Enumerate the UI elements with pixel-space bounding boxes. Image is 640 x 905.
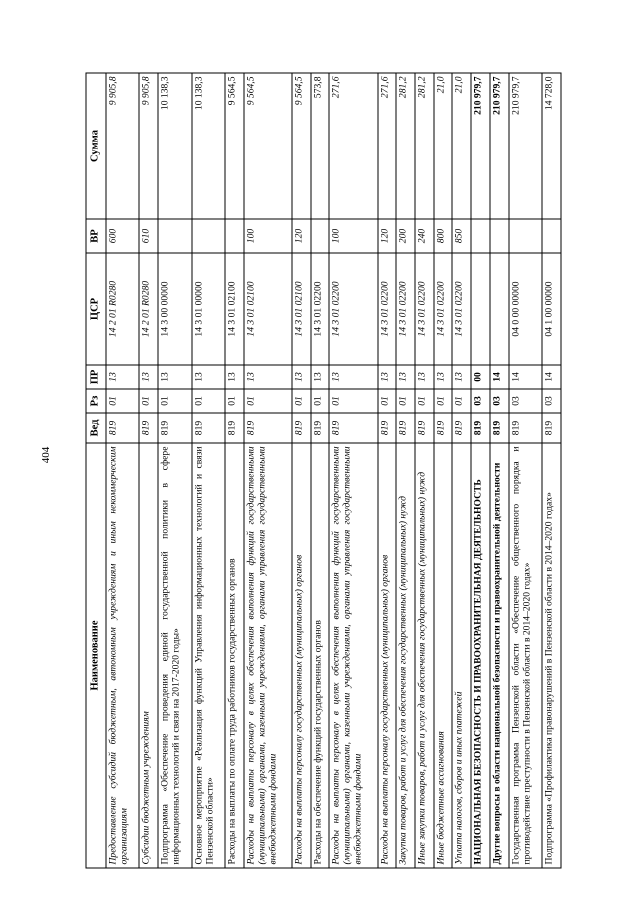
cell-pr: 13 — [377, 365, 396, 389]
page-number: 404 — [40, 446, 52, 464]
table-row — [310, 73, 329, 868]
cell-csr: 14 3 01 02200 — [396, 253, 415, 365]
cell-rz: 03 — [471, 389, 490, 413]
cell-sum: 281,2 — [415, 73, 434, 219]
cell-ved: 819 — [508, 413, 541, 443]
cell-csr: 14 3 01 02200 — [377, 253, 396, 365]
cell-pr: 13 — [433, 365, 452, 389]
table-row — [471, 73, 490, 868]
cell-sum: 21,0 — [433, 73, 452, 219]
cell-vr: 610 — [139, 219, 158, 253]
cell-sum: 9 905,8 — [139, 73, 158, 219]
cell-name: Предоставление субсидий бюджетным, автономным учреждениям и иным некоммерческим организациям — [106, 443, 139, 868]
cell-csr: 14 3 01 02100 — [225, 253, 244, 365]
table-row — [243, 73, 291, 868]
table-header-row — [86, 73, 106, 868]
table-row — [225, 73, 244, 868]
cell-ved: 819 — [291, 413, 310, 443]
cell-csr: 14 3 01 00000 — [191, 253, 224, 365]
cell-ved: 819 — [433, 413, 452, 443]
cell-name: Расходы на выплаты персоналу государственных (муниципальных) органов — [291, 443, 310, 868]
cell-pr: 13 — [452, 365, 471, 389]
table-row — [158, 73, 191, 868]
cell-csr: 14 3 01 02100 — [291, 253, 310, 365]
cell-ved: 819 — [452, 413, 471, 443]
cell-sum: 9 564,5 — [225, 73, 244, 219]
table-row — [489, 73, 508, 868]
cell-pr: 13 — [291, 365, 310, 389]
cell-vr: 850 — [452, 219, 471, 253]
cell-sum: 9 564,5 — [291, 73, 310, 219]
header-sum: Сумма — [86, 73, 106, 219]
cell-csr: 04 1 00 00000 — [542, 253, 561, 365]
cell-rz: 01 — [158, 389, 191, 413]
cell-vr — [310, 219, 329, 253]
cell-csr — [489, 253, 508, 365]
cell-ved: 819 — [329, 413, 377, 443]
cell-vr — [191, 219, 224, 253]
cell-rz: 01 — [225, 389, 244, 413]
cell-sum: 271,6 — [329, 73, 377, 219]
header-vr: ВР — [86, 219, 106, 253]
table-row — [452, 73, 471, 868]
cell-csr: 14 3 01 02200 — [310, 253, 329, 365]
cell-rz: 03 — [489, 389, 508, 413]
cell-name: Расходы на выплаты персоналу в целях обеспечения выполнения функций государственными (муниципальными) органами, казенными учреждениями, органами управления государственными внебюджетными фондами — [243, 443, 291, 868]
cell-sum: 9 905,8 — [106, 73, 139, 219]
cell-name: Подпрограмма «Профилактика правонарушений в Пензенской области в 2014–2020 годах» — [542, 443, 561, 868]
cell-name: Основное мероприятие «Реализация функций Управления информационных технологий и связи Пензенской области» — [191, 443, 224, 868]
cell-vr: 120 — [291, 219, 310, 253]
cell-sum: 573,8 — [310, 73, 329, 219]
cell-name: Расходы на выплаты по оплате труда работников государственных органов — [225, 443, 244, 868]
cell-pr: 13 — [225, 365, 244, 389]
cell-name: Субсидии бюджетным учреждениям — [139, 443, 158, 868]
cell-vr: 120 — [377, 219, 396, 253]
cell-pr: 13 — [396, 365, 415, 389]
table-row — [377, 73, 396, 868]
cell-csr: 04 0 00 00000 — [508, 253, 541, 365]
cell-vr — [489, 219, 508, 253]
cell-vr: 100 — [329, 219, 377, 253]
cell-csr: 14 2 01 R0280 — [106, 253, 139, 365]
cell-ved: 819 — [243, 413, 291, 443]
cell-name: Подпрограмма «Обеспечение проведения единой государственной политики в сфере информационных технологий и связи на 2017-2020 годы» — [158, 443, 191, 868]
table-row — [291, 73, 310, 868]
cell-rz: 01 — [291, 389, 310, 413]
cell-sum: 9 564,5 — [243, 73, 291, 219]
cell-rz: 01 — [191, 389, 224, 413]
cell-rz: 01 — [106, 389, 139, 413]
cell-sum: 10 138,3 — [191, 73, 224, 219]
cell-name: Государственная программа Пензенской области «Обеспечение общественного порядка и противодействие преступности в Пензенской области в 2014–2020 годах» — [508, 443, 541, 868]
cell-rz: 01 — [433, 389, 452, 413]
cell-name: Уплата налогов, сборов и иных платежей — [452, 443, 471, 868]
table-row — [542, 73, 561, 868]
cell-vr — [471, 219, 490, 253]
cell-rz: 03 — [508, 389, 541, 413]
table-row — [433, 73, 452, 868]
cell-name: Расходы на обеспечение функций государственных органов — [310, 443, 329, 868]
table-row — [396, 73, 415, 868]
cell-rz: 01 — [415, 389, 434, 413]
cell-pr: 14 — [542, 365, 561, 389]
cell-pr: 13 — [329, 365, 377, 389]
cell-pr: 13 — [243, 365, 291, 389]
cell-sum: 210 979,7 — [489, 73, 508, 219]
header-pr: ПР — [86, 365, 106, 389]
header-ved: Вед — [86, 413, 106, 443]
cell-ved: 819 — [471, 413, 490, 443]
cell-name: Закупка товаров, работ и услуг для обеспечения государственных (муниципальных) нужд — [396, 443, 415, 868]
cell-ved: 819 — [377, 413, 396, 443]
table-row — [191, 73, 224, 868]
cell-sum: 210 979,7 — [508, 73, 541, 219]
cell-vr: 800 — [433, 219, 452, 253]
cell-ved: 819 — [225, 413, 244, 443]
cell-name: Иные закупки товаров, работ и услуг для обеспечения государственных (муниципальных) нужд — [415, 443, 434, 868]
cell-name: Иные бюджетные ассигнования — [433, 443, 452, 868]
cell-name: Другие вопросы в области национальной безопасности и правоохранительной деятельности — [489, 443, 508, 868]
cell-rz: 01 — [310, 389, 329, 413]
cell-csr: 14 3 01 02200 — [452, 253, 471, 365]
cell-sum: 14 728,0 — [542, 73, 561, 219]
cell-sum: 271,6 — [377, 73, 396, 219]
cell-sum: 21,0 — [452, 73, 471, 219]
cell-ved: 819 — [310, 413, 329, 443]
cell-rz: 01 — [452, 389, 471, 413]
cell-sum: 10 138,3 — [158, 73, 191, 219]
cell-rz: 01 — [243, 389, 291, 413]
cell-rz: 01 — [139, 389, 158, 413]
cell-vr: 200 — [396, 219, 415, 253]
cell-pr: 13 — [139, 365, 158, 389]
cell-ved: 819 — [139, 413, 158, 443]
cell-ved: 819 — [415, 413, 434, 443]
cell-sum: 281,2 — [396, 73, 415, 219]
cell-rz: 01 — [377, 389, 396, 413]
header-rz: Рз — [86, 389, 106, 413]
cell-name: Расходы на выплаты персоналу в целях обеспечения выполнения функций государственными (муниципальными) органами, казенными учреждениями, органами управления государственными внебюджетными фондами — [329, 443, 377, 868]
cell-csr: 14 3 01 02200 — [329, 253, 377, 365]
table-row — [329, 73, 377, 868]
cell-ved: 819 — [158, 413, 191, 443]
cell-vr — [158, 219, 191, 253]
cell-ved: 819 — [191, 413, 224, 443]
cell-pr: 13 — [106, 365, 139, 389]
cell-vr — [508, 219, 541, 253]
table-row — [415, 73, 434, 868]
cell-csr — [471, 253, 490, 365]
cell-csr: 14 3 01 02200 — [415, 253, 434, 365]
cell-vr — [542, 219, 561, 253]
cell-csr: 14 3 01 02100 — [243, 253, 291, 365]
table-row — [106, 73, 139, 868]
cell-vr — [225, 219, 244, 253]
table-row — [508, 73, 541, 868]
cell-name: Расходы на выплаты персоналу государственных (муниципальных) органов — [377, 443, 396, 868]
cell-rz: 01 — [396, 389, 415, 413]
cell-ved: 819 — [106, 413, 139, 443]
header-name: Наименование — [86, 443, 106, 868]
cell-pr: 13 — [415, 365, 434, 389]
header-csr: ЦСР — [86, 253, 106, 365]
cell-ved: 819 — [489, 413, 508, 443]
cell-pr: 00 — [471, 365, 490, 389]
cell-vr: 240 — [415, 219, 434, 253]
cell-pr: 13 — [158, 365, 191, 389]
cell-csr: 14 2 01 R0280 — [139, 253, 158, 365]
cell-csr: 14 3 01 02200 — [433, 253, 452, 365]
cell-vr: 600 — [106, 219, 139, 253]
cell-pr: 14 — [489, 365, 508, 389]
cell-name: НАЦИОНАЛЬНАЯ БЕЗОПАСНОСТЬ И ПРАВООХРАНИТЕЛЬНАЯ ДЕЯТЕЛЬНОСТЬ — [471, 443, 490, 868]
cell-pr: 13 — [310, 365, 329, 389]
cell-rz: 03 — [542, 389, 561, 413]
cell-rz: 01 — [329, 389, 377, 413]
budget-table-frame — [85, 74, 561, 869]
cell-ved: 819 — [396, 413, 415, 443]
cell-ved: 819 — [542, 413, 561, 443]
cell-pr: 13 — [191, 365, 224, 389]
cell-pr: 14 — [508, 365, 541, 389]
table-row — [139, 73, 158, 868]
cell-csr: 14 3 00 00000 — [158, 253, 191, 365]
budget-table — [85, 73, 561, 869]
cell-sum: 210 979,7 — [471, 73, 490, 219]
cell-vr: 100 — [243, 219, 291, 253]
table-body — [106, 73, 561, 868]
